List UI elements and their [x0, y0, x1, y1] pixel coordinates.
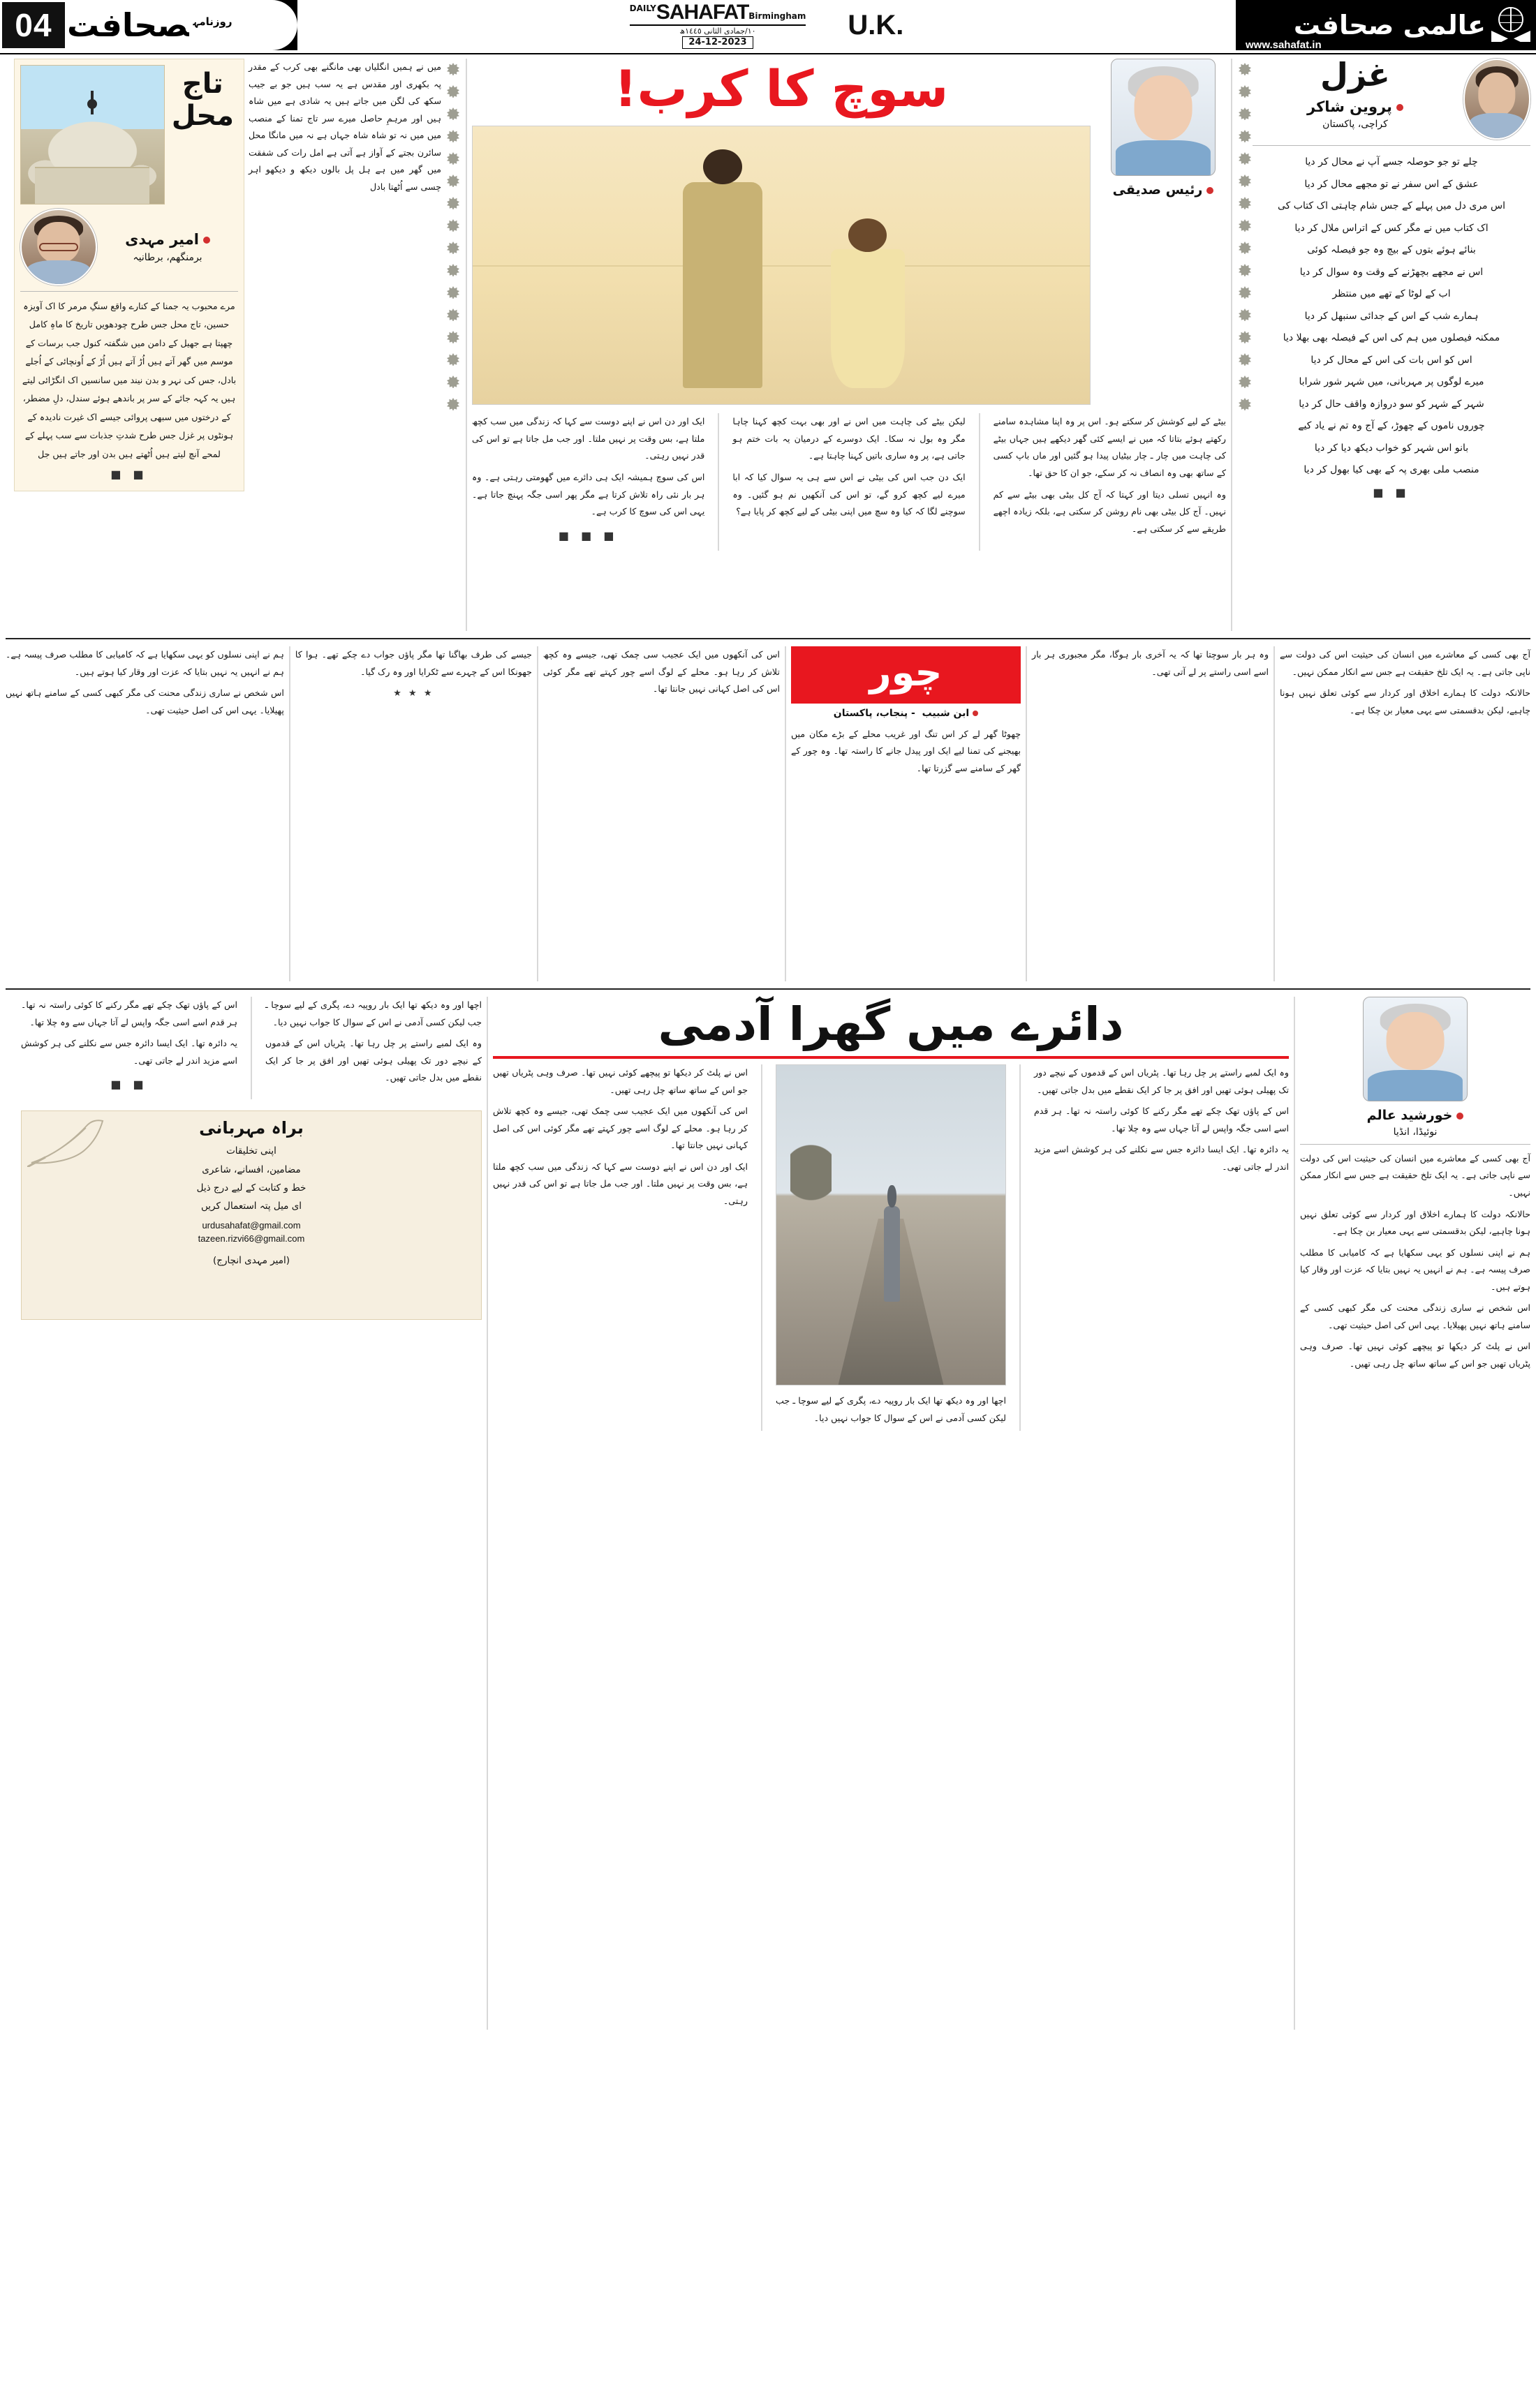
- taj-author-name: امیر مہدی: [125, 231, 199, 248]
- ghazal-line: عشق کے اس سفر نے تو مجھے محال کر دیا: [1304, 178, 1479, 190]
- title-underline: [493, 1056, 1289, 1059]
- article-paragraph: ایک دن جب اس کی بیٹی نے اس سے ہی یہ سوال کیا کہ ابا میرے لیے کچھ کرو گے، تو اس کی آنکھیں نم ہو گئیں۔ وہ سوچنے لگا کہ کیا وہ سچ میں اپنی بیٹی کے لیے کچھ کر پایا ہے؟: [732, 472, 966, 517]
- article-paragraph: اس نے پلٹ کر دیکھا تو پیچھے کوئی نہیں تھا۔ صرف وہی پٹریاں تھیں جو اس کے ساتھ ساتھ چل رہی تھیں۔: [493, 1067, 748, 1095]
- quill-pen-icon: [27, 1118, 111, 1167]
- article-paragraph: ایک اور دن اس نے اپنے دوست سے کہا کہ زندگی میں سب کچھ ملتا ہے، بس وقت پر نہیں ملتا۔ اور جب مل جاتا ہے تو اس کی قدر نہیں رہتی۔: [472, 416, 705, 461]
- circle-text-col: [1034, 1064, 1289, 1431]
- globe-icon: [1493, 7, 1529, 43]
- khursheed-column: [1300, 997, 1530, 2030]
- circle-story-photo: [776, 1064, 1006, 1385]
- ornament-strip: [445, 59, 461, 491]
- main-article-column: [472, 59, 1226, 631]
- article-paragraph: وہ انہیں تسلی دیتا اور کہتا کہ آج کل بیٹی بھی بیٹے سے کم نہیں۔ آج کل بیٹی بھی نام روشن کر سکتی ہے، بلکہ زیادہ اچھے طریقے سے کر سکتی ہے۔: [993, 489, 1226, 534]
- newspaper-page: [0, 54, 1536, 2030]
- ghazal-line: اس کو اس بات کی اس کے محال کر دیا: [1310, 354, 1472, 366]
- section-end-marker: ■ ■: [110, 1078, 148, 1092]
- notice-signature: (امیر مہدی انچارج): [213, 1254, 290, 1266]
- thief-author: ابن شبیب: [922, 707, 970, 719]
- article-paragraph: حالانکہ دولت کا ہمارے اخلاق اور کردار سے کوئی تعلق نہیں ہونا چاہیے، لیکن بدقسمتی سے یہی معیار بن چکا ہے۔: [1300, 1208, 1530, 1237]
- network-brand: [1236, 0, 1536, 50]
- article-paragraph: ہم نے اپنی نسلوں کو یہی سکھایا ہے کہ کامیابی کا مطلب صرف پیسہ ہے۔ ہم نے انہیں یہ نہیں بتایا کہ عزت اور وقار کیا ہوتے ہیں۔: [1300, 1247, 1530, 1292]
- article-paragraph: اچھا اور وہ دیکھ تھا ایک بار روپیہ دے، پگری کے لیے سوچا ـ جب لیکن کسی آدمی نے اس کے سوال کا جواب نہیں دیا۔: [776, 1395, 1006, 1423]
- article-paragraph: اس شخص نے ساری زندگی محنت کی مگر کبھی کسی کے سامنے ہاتھ نہیں پھیلایا۔ یہی اس کی اصل حیثیت تھی۔: [1300, 1302, 1530, 1330]
- thief-location: پنجاب، پاکستان: [833, 707, 908, 719]
- khursheed-author-name: خورشید عالم: [1366, 1108, 1453, 1123]
- contact-notice-box: [21, 1110, 482, 1320]
- ghazal-line: اس نے مجھے بچھڑنے کے وقت وہ سوال کر دیا: [1299, 266, 1484, 278]
- article-paragraph: اس کے پاؤں تھک چکے تھے مگر رکنے کا کوئی راستہ نہ تھا۔ ہر قدم اسے اسی جگہ واپس لے آتا جہاں سے وہ چلا تھا۔: [1034, 1106, 1289, 1134]
- thief-text-col: [1032, 646, 1269, 981]
- ghazal-couplets: [1253, 151, 1530, 482]
- circle-text-col: [493, 1064, 748, 1431]
- ghazal-line: بانو اس شہر کو خواب دیکھ دیا کر دیا: [1314, 442, 1469, 454]
- band-bottom: [6, 997, 1530, 2030]
- section-end-marker: ■ ■: [110, 467, 148, 481]
- section-end-marker: ■ ■: [1373, 485, 1410, 499]
- circle-story-title: دائرے میں گھرا آدمی: [658, 997, 1124, 1051]
- ghazal-line: چلے تو جو حوصلہ جسے آپ نے محال کر دیا: [1305, 156, 1478, 168]
- article-paragraph: جیسے کی طرف بھاگنا تھا مگر پاؤں جواب دے چکے تھے۔ ہوا کا جھونکا اس کے چہرے سے ٹکرایا اور وہ رک گیا۔: [295, 649, 532, 677]
- article-paragraph: میں نے ہمیں انگلیاں بھی مانگنے بھی کرب کے مقدر پہ بکھری اور مقدس ہے یہ سب ہیں جو بے جیب سکھ کی لگن میں جاتے ہیں یہ شادی ہے میں شاہ ہیں اور مرہمِ حاصل میرے سر تاج تمنا کے منصب میں میں نہ تو شاہ شاہ جہاں ہے نہ میں مانگا محل سائرن بجتے کے آواز ہے آتی ہے امل رات کی شفقت میں گھر میں ہے ہل پل بالوں دیکھ و دیکھو اہر چسی سے اُٹھتا بادل: [249, 61, 441, 192]
- taj-poem-body: [20, 297, 238, 463]
- ghazal-line: ہمارے شب کے اس کے جدائی سنبھل کر دیا: [1304, 310, 1479, 322]
- column-divider: [1231, 59, 1232, 631]
- ornament-strip: [1237, 59, 1253, 503]
- article-paragraph: لیکن بیٹے کی چاہت میں اس نے اور بھی بہت کچھ کہنا چاہا مگر وہ بول نہ سکا۔ ایک دوسرے کے درمیان یہ بات ختم ہو جاتی ہے، پر وہ ساری باتیں کہنا چاہتا ہے۔: [732, 416, 966, 461]
- thief-text-col: [543, 646, 780, 981]
- circle-story-column: [493, 997, 1289, 2030]
- article-paragraph: وہ ہر بار سوچتا تھا کہ یہ آخری بار ہوگا، مگر مجبوری ہر بار اسے اسی راستے پر لے آتی تھی۔: [1032, 649, 1269, 677]
- ghazal-line: اب کے لوٹا کے تھے میں منتظر: [1332, 288, 1451, 299]
- ghazal-title: غزل: [1320, 56, 1390, 94]
- article-paragraph: اس شخص نے ساری زندگی محنت کی مگر کبھی کسی کے سامنے ہاتھ نہیں پھیلایا۔ یہی اس کی اصل حیثیت تھی۔: [6, 688, 284, 715]
- left-text-col: [265, 997, 482, 1099]
- thief-title: چور: [791, 646, 1021, 704]
- ghazal-line: اس مری دل میں پہلے کے جس شام چاہتی اک کتاب کی: [1278, 200, 1505, 211]
- paper-city: Birmingham: [748, 11, 806, 22]
- horizontal-rule: [6, 988, 1530, 990]
- paper-name: SAHAFAT: [656, 1, 749, 24]
- masthead-center: [297, 0, 1236, 50]
- article-paragraph: ہم نے اپنی نسلوں کو یہی سکھایا ہے کہ کامیابی کا مطلب صرف پیسہ ہے۔ ہم نے انہیں یہ نہیں بتایا کہ عزت اور وقار کیا ہوتے ہیں۔: [6, 649, 284, 677]
- ghazal-line: منصب ملی بھری پہ کے بھی کیا بھول کر دیا: [1304, 464, 1479, 475]
- thief-byline: ابن شبیب - پنجاب، پاکستان: [791, 708, 1021, 719]
- masthead-logo-sup: روزنامہ: [193, 15, 232, 28]
- main-article-body: [472, 413, 1226, 550]
- page-number: 04: [0, 0, 67, 50]
- notice-line: خط و کتابت کے لیے درج ذیل: [196, 1182, 307, 1194]
- taj-author-location: برمنگھم، برطانیہ: [133, 251, 202, 263]
- section-end-marker: ★ ★ ★: [393, 688, 434, 699]
- thief-lead-text: [791, 726, 1021, 778]
- notice-line: ای میل پتہ استعمال کریں: [200, 1201, 302, 1212]
- masthead: [0, 0, 1536, 50]
- ghazal-line: ممکنہ فیصلوں میں ہم کی اس کے فیصلہ بھی بھلا دیا: [1283, 332, 1500, 343]
- section-end-marker: ■ ■ ■: [558, 528, 619, 542]
- article-paragraph: ایک اور دن اس نے اپنے دوست سے کہا کہ زندگی میں سب کچھ ملتا ہے، بس وقت پر نہیں ملتا۔ اور جب مل جاتا ہے تو اس کی قدر نہیں رہتی۔: [493, 1161, 748, 1207]
- ghazal-poet-name: پروین شاکر: [1307, 98, 1392, 115]
- taj-feature-box: [14, 59, 244, 491]
- column-divider: [466, 59, 467, 631]
- left-text-col: [21, 997, 237, 1099]
- network-name: عالمی صحافت: [1293, 10, 1486, 40]
- region-label: U.K.: [848, 9, 904, 40]
- masthead-logo-urdu: [67, 0, 297, 50]
- article-paragraph: بیٹے کے لیے کوشش کر سکتے ہو۔ اس پر وہ اپنا مشاہدہ سامنے رکھتے ہوئے بتاتا کہ میں نے ایسے کئی گھر دیکھے ہیں جہاں بیٹے کی چاہت میں چار ـ چار بیٹیاں پیدا ہو گئیں اور ماں باپ کسی کے ساتھ بھی وہ انصاف نہ کر سکے، جو ان کا حق تھا۔: [993, 416, 1226, 479]
- article-paragraph: اس نے پلٹ کر دیکھا تو پیچھے کوئی نہیں تھا۔ صرف وہی پٹریاں تھیں جو اس کے ساتھ ساتھ چل رہی تھیں۔: [1300, 1341, 1530, 1369]
- taj-author-avatar: [20, 209, 97, 285]
- band-thief: [6, 646, 1530, 981]
- article-paragraph: آج بھی کسی کے معاشرے میں انسان کی حیثیت اس کی دولت سے ناپی جاتی ہے۔ یہ ایک تلخ حقیقت ہے جس سے انکار ممکن نہیں۔: [1280, 649, 1530, 677]
- main-article-photo: [472, 126, 1091, 405]
- taj-title: تاج محل: [171, 68, 234, 132]
- khursheed-author-location: نوئیڈا، انڈیا: [1393, 1126, 1438, 1138]
- ghazal-poet-location: کراچی، پاکستان: [1322, 119, 1388, 131]
- article-paragraph: مرے محبوب یہ جمنا کے کنارے واقع سنگِ مرمر کا اک آویزہ حسین، تاج محل جس طرح چودھویں تاریخ کا ماہِ کامل چھپتا ہے جھیل کے دامن میں شگفتہ کنول جب برسات کے موسم میں گھر آتے ہیں اُڑ آتے ہیں اُڑ کے اُونچائی کے اُجلے بادل، جس کی نہر و بدن نیند میں سانسیں اک انگڑائی لیتے ہیں یہ کہہ جائے کے سر پر باندھے ہوئے سندل، دلِ مضطر، کے درختوں میں سبھی پروائی جیسے اک غیرت نادیدہ کے ہونٹوں پر غزل جس طرح شدتِ جذبات سے سب پہلے کے لمحے آنچ لیتے ہیں اُٹھتے ہیں بدن اور جاتے ہیں جل: [22, 301, 237, 459]
- gregorian-date: 24-12-2023: [682, 36, 753, 49]
- notice-title: براہ مہربانی: [199, 1118, 304, 1138]
- ghazal-poet-avatar: [1463, 59, 1530, 140]
- horizontal-rule: [6, 638, 1530, 639]
- paper-brand: [630, 1, 806, 49]
- taj-feature-column: [14, 59, 461, 631]
- article-text-col: [472, 413, 704, 550]
- article-paragraph: چھوٹا گھر لے کر اس تنگ اور غریب محلے کے بڑے مکان میں بھیجنے کی تمنا لیے ایک اور پیدل جانے کا راستہ تھا۔ وہ چور کے گھر کے سامنے سے گزرتا تھا۔: [790, 728, 1021, 773]
- thief-right-text: [1280, 646, 1530, 981]
- thief-left-text: [6, 646, 284, 981]
- khursheed-author-photo: [1363, 997, 1468, 1101]
- hijri-date: ١٠/جمادی الثانی ١٤٤٥ھ: [679, 26, 756, 36]
- thief-text-col: [295, 646, 532, 981]
- ghazal-line: بنائے ہوئے بتوں کے بیچ وہ جو فیصلہ کوئی: [1307, 244, 1476, 255]
- circle-text-col: [776, 1392, 1006, 1427]
- website-url[interactable]: www.sahafat.in: [1246, 39, 1322, 51]
- ghazal-column: [1237, 56, 1530, 631]
- article-paragraph: وہ ایک لمبے راستے پر چل رہا تھا۔ پٹریاں اس کے قدموں کے نیچے دور تک پھیلی ہوئی تھیں اور افق پر جا کر ایک نقطے میں بدل جاتی تھیں۔: [1034, 1067, 1289, 1095]
- email-address[interactable]: urdusahafat@gmail.com: [202, 1219, 301, 1231]
- main-author-photo: [1111, 59, 1216, 176]
- main-author-name: رئیس صدیقی: [1112, 182, 1203, 198]
- thief-title-block: [791, 646, 1021, 981]
- article-text-col: [732, 413, 965, 550]
- daily-label: DAILY: [629, 3, 656, 14]
- brand-divider: [630, 24, 806, 26]
- article-text-col: [994, 413, 1226, 550]
- article-paragraph: اس کی سوچ ہمیشہ ایک ہی دائرے میں گھومتی رہتی ہے۔ وہ ہر بار نئی راہ تلاش کرتا ہے مگر پھر اسی جگہ پہنچ جاتا ہے۔ یہی اس کی سوچ کا کرب ہے۔: [472, 472, 705, 517]
- ghazal-line: شہر کے شہر کو سو دروازہ واقف حال کر دیا: [1299, 398, 1484, 410]
- article-paragraph: اس کے پاؤں تھک چکے تھے مگر رکنے کا کوئی راستہ نہ تھا۔ ہر قدم اسے اسی جگہ واپس لے آتا جہاں سے وہ چلا تھا۔: [21, 999, 237, 1027]
- article-paragraph: یہ دائرہ تھا۔ ایک ایسا دائرہ جس سے نکلنے کی ہر کوشش اسے مزید اندر لے جاتی تھی۔: [1034, 1144, 1289, 1172]
- taj-overflow-text: [244, 59, 445, 491]
- email-address[interactable]: tazeen.rizvi66@gmail.com: [198, 1233, 305, 1244]
- taj-photo: [20, 65, 165, 205]
- ghazal-line: چوروں ناموں کے چھوڑ، کے آج وہ تم نے یاد کیے: [1298, 420, 1485, 431]
- article-paragraph: آج بھی کسی کے معاشرے میں انسان کی حیثیت اس کی دولت سے ناپی جاتی ہے۔ یہ ایک تلخ حقیقت ہے جس سے انکار ممکن نہیں۔: [1300, 1152, 1530, 1198]
- main-headline: سوچ کا کرب!: [614, 59, 949, 118]
- band-top: [6, 56, 1530, 631]
- article-paragraph: وہ ایک لمبے راستے پر چل رہا تھا۔ پٹریاں اس کے قدموں کے نیچے دور تک پھیلی ہوئی تھیں اور افق پر جا کر ایک نقطے میں بدل جاتی تھیں۔: [265, 1038, 482, 1083]
- notice-line: مضامین، افسانے، شاعری: [202, 1164, 301, 1175]
- ghazal-line: اک کتاب میں نے مگر کس کے اتراس ملال کر دیا: [1294, 222, 1489, 234]
- article-paragraph: اس کی آنکھوں میں ایک عجیب سی چمک تھی، جیسے وہ کچھ تلاش کر رہا ہو۔ محلے کے لوگ اسے چور کہتے تھے مگر کوئی اس کی اصل کہانی نہیں جانتا تھا۔: [493, 1106, 748, 1151]
- ghazal-line: میرے لوگوں پر مہربانی، میں شہر شور شرابا: [1299, 376, 1484, 387]
- article-paragraph: اچھا اور وہ دیکھ تھا ایک بار روپیہ دے، پگری کے لیے سوچا ـ جب لیکن کسی آدمی نے اس کے سوال کا جواب نہیں دیا۔: [265, 999, 482, 1027]
- khursheed-body: [1300, 1150, 1530, 1373]
- masthead-logo-text: صحافت: [67, 6, 189, 44]
- notice-emails[interactable]: [30, 1219, 473, 1246]
- left-bottom-column: [21, 997, 482, 2030]
- article-paragraph: حالانکہ دولت کا ہمارے اخلاق اور کردار سے کوئی تعلق نہیں ہونا چاہیے، لیکن بدقسمتی سے یہی معیار بن چکا ہے۔: [1280, 688, 1530, 715]
- notice-line: اپنی تخلیقات: [226, 1145, 276, 1157]
- article-paragraph: یہ دائرہ تھا۔ ایک ایسا دائرہ جس سے نکلنے کی ہر کوشش اسے مزید اندر لے جاتی تھی۔: [21, 1038, 237, 1066]
- article-paragraph: اس کی آنکھوں میں ایک عجیب سی چمک تھی، جیسے وہ کچھ تلاش کر رہا ہو۔ محلے کے لوگ اسے چور کہتے تھے مگر کوئی اس کی اصل کہانی نہیں جانتا تھا۔: [542, 649, 780, 694]
